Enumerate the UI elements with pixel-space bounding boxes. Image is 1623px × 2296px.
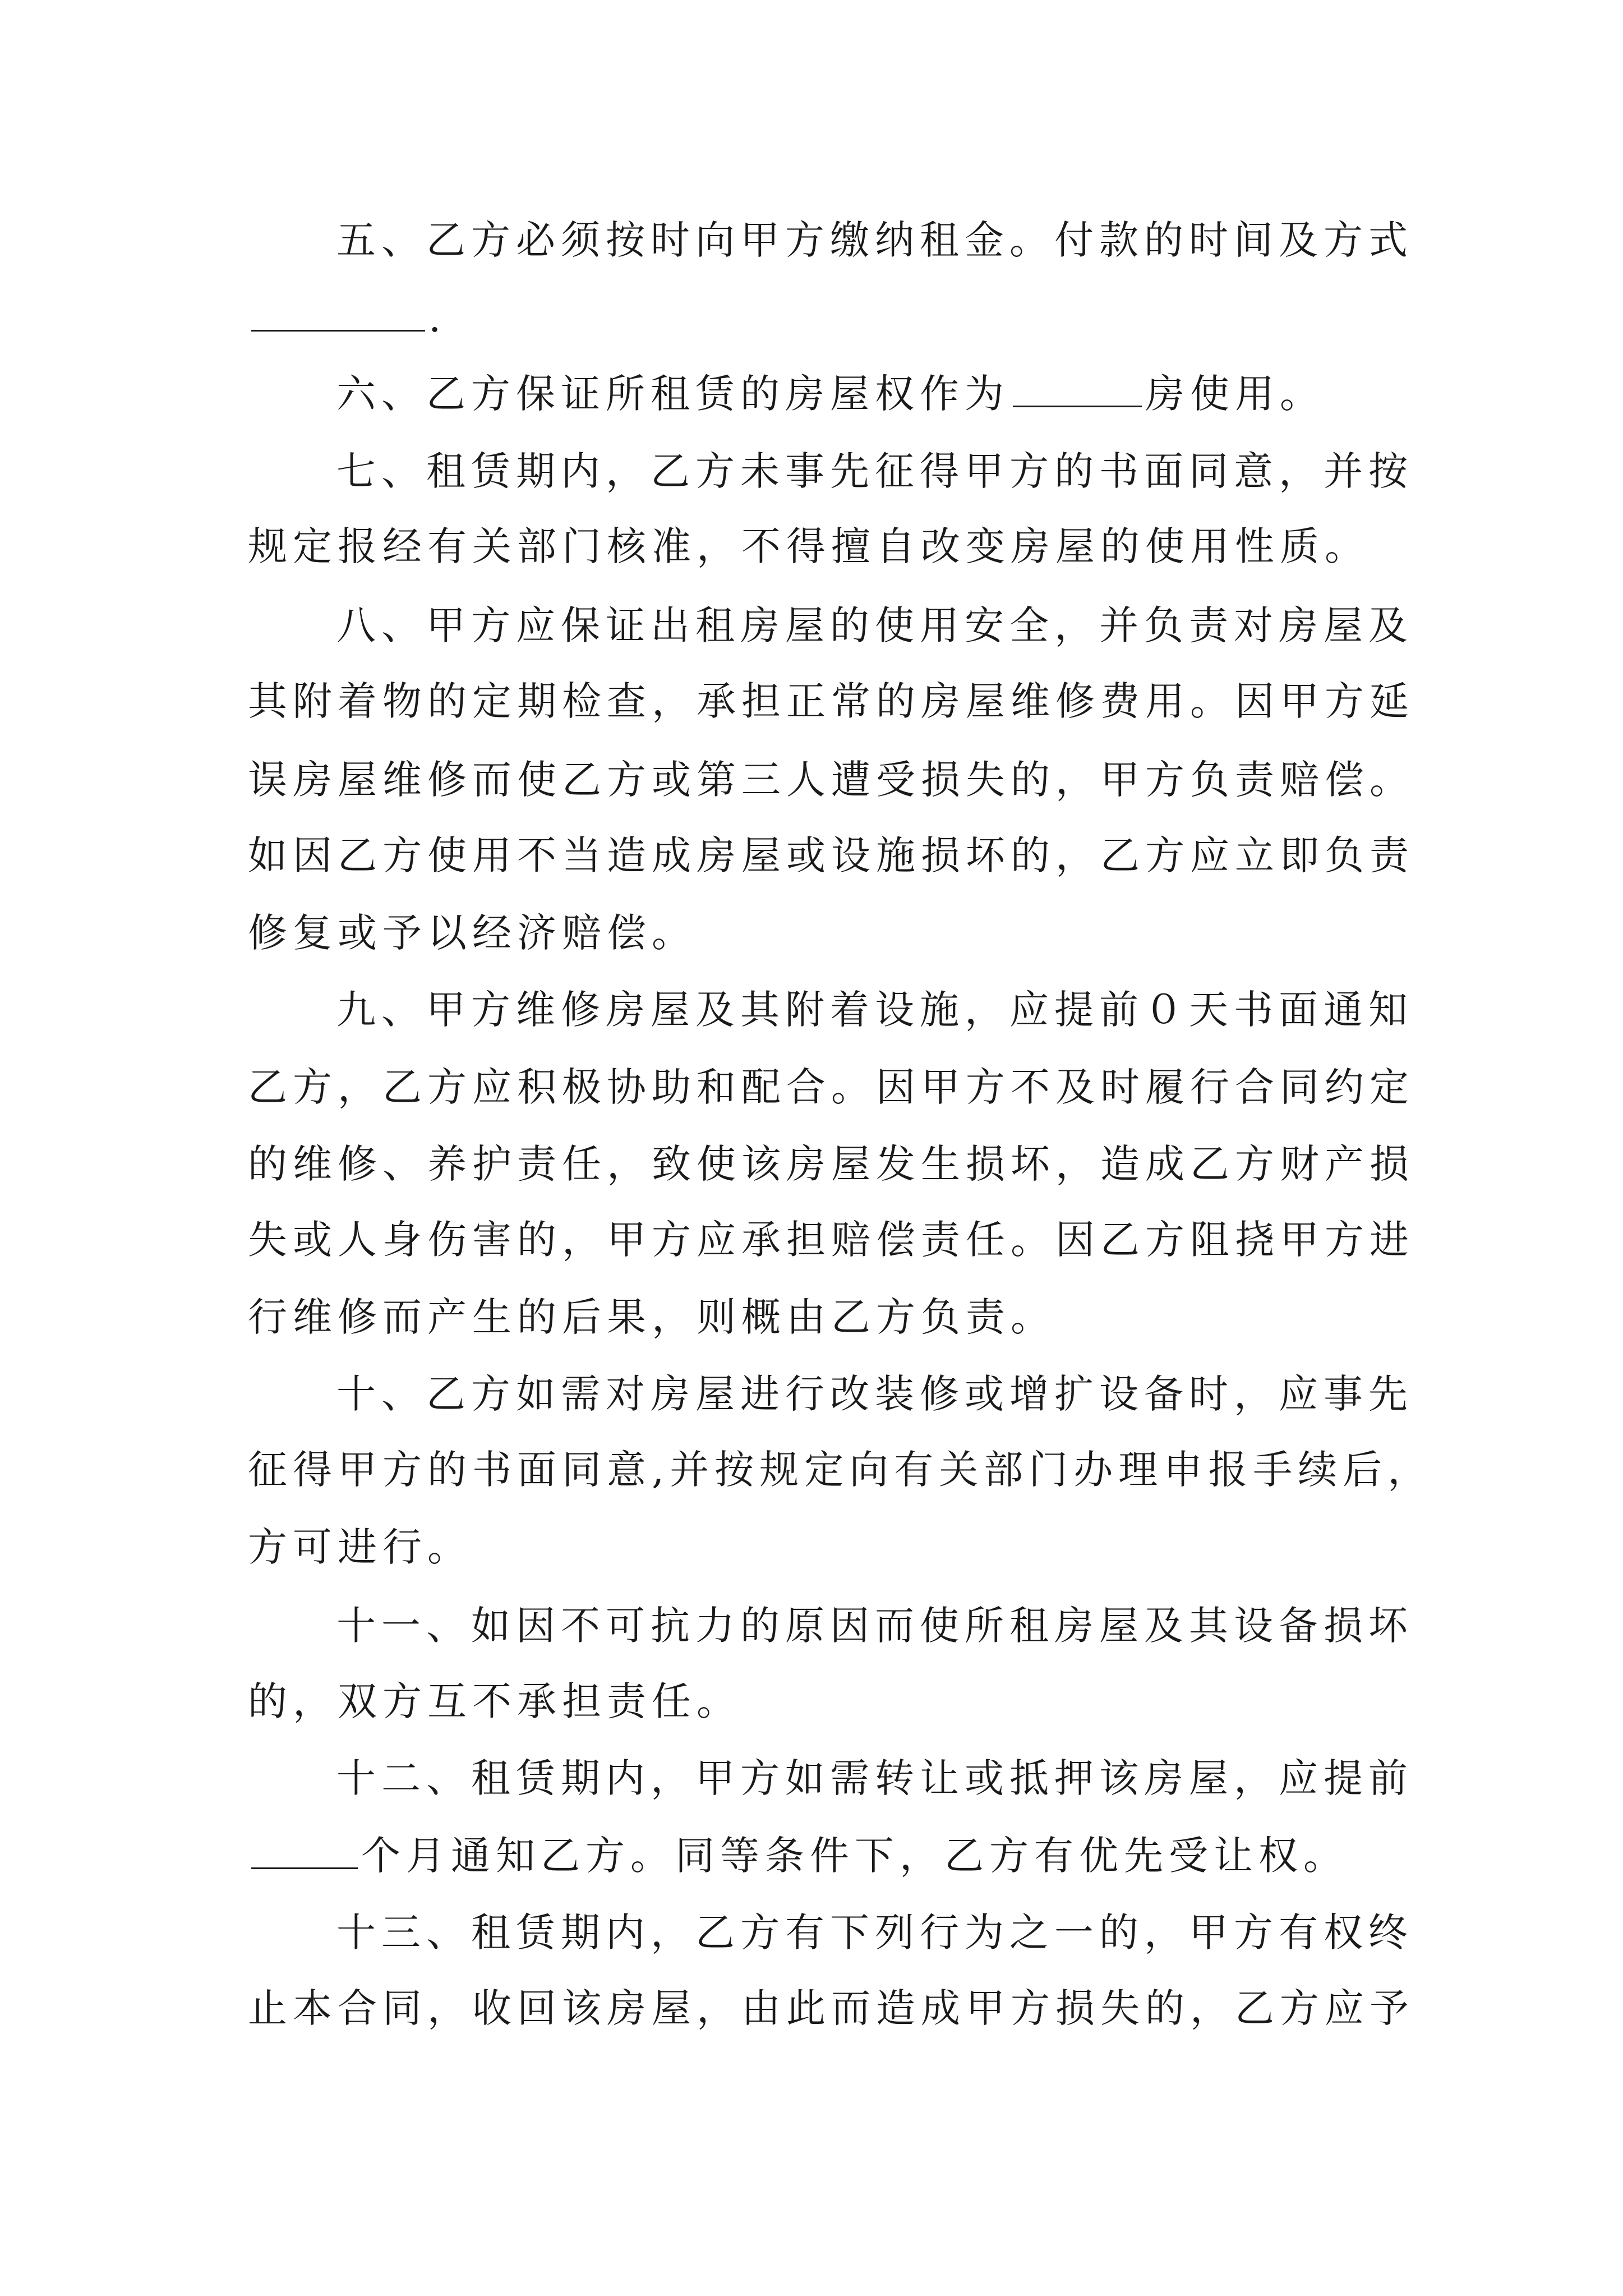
fill-in-blank: [251, 295, 425, 332]
clause-8-line-1: 八、甲方应保证出租房屋的使用安全，并负责对房屋及: [336, 602, 1413, 648]
clause-9-line-2: 乙方，乙方应积极协助和配合。因甲方不及时履行合同约定: [248, 1064, 1414, 1110]
clause-11-line-1: 十一、如因不可抗力的原因而使所租房屋及其设备损坏: [336, 1603, 1413, 1649]
clause-9-line-5: 行维修而产生的后果，则概由乙方负责。: [248, 1294, 1055, 1340]
clause-9-line-1: 九、甲方维修房屋及其附着设施，应提前０天书面通知: [336, 987, 1413, 1033]
clause-5-line-1: 五、乙方必须按时向甲方缴纳租金。付款的时间及方式: [336, 217, 1413, 263]
clause-9-line-3: 的维修、养护责任，致使该房屋发生损坏，造成乙方财产损: [248, 1141, 1414, 1187]
clause-10-line-1: 十、乙方如需对房屋进行改装修或增扩设备时，应事先: [336, 1371, 1413, 1417]
clause-5-line-2: .: [248, 290, 1398, 346]
clause-12-line-1: 十二、租赁期内，甲方如需转让或抵押该房屋，应提前: [336, 1755, 1413, 1801]
clause-7-line-2: 规定报经有关部门核准，不得擅自改变房屋的使用性质。: [248, 523, 1370, 569]
clause-8-line-2: 其附着物的定期检查，承担正常的房屋维修费用。因甲方延: [248, 678, 1414, 724]
clause-8-line-4: 如因乙方使用不当造成房屋或设施损坏的，乙方应立即负责: [248, 832, 1414, 878]
clause-11-line-2: 的，双方互不承担责任。: [248, 1678, 741, 1724]
clause-12-line-2: 个月通知乙方。同等条件下，乙方有优先受让权。: [248, 1828, 1398, 1884]
fill-in-blank: [251, 1833, 358, 1869]
clause-8-line-5: 修复或予以经济赔偿。: [248, 910, 697, 956]
clause-10-line-2: 征得甲方的书面同意,并按规定向有关部门办理申报手续后，: [248, 1447, 1433, 1493]
clause-13-line-1: 十三、租赁期内，乙方有下列行为之一的，甲方有权终: [336, 1910, 1413, 1955]
clause-8-line-3: 误房屋维修而使乙方或第三人遭受损失的，甲方负责赔偿。: [248, 757, 1414, 803]
clause-7-line-1: 七、租赁期内，乙方未事先征得甲方的书面同意，并按: [336, 448, 1413, 494]
clause-9-line-4: 失或人身伤害的，甲方应承担赔偿责任。因乙方阻挠甲方进: [248, 1217, 1414, 1263]
clause-10-line-3: 方可进行。: [248, 1524, 472, 1570]
clause-13-line-2: 止本合同，收回该房屋，由此而造成甲方损失的，乙方应予: [248, 1985, 1414, 2031]
clause-6-line-1: 六、乙方保证所租赁的房屋权作为 房使用。: [336, 371, 1325, 417]
fill-in-blank: [1013, 371, 1142, 407]
